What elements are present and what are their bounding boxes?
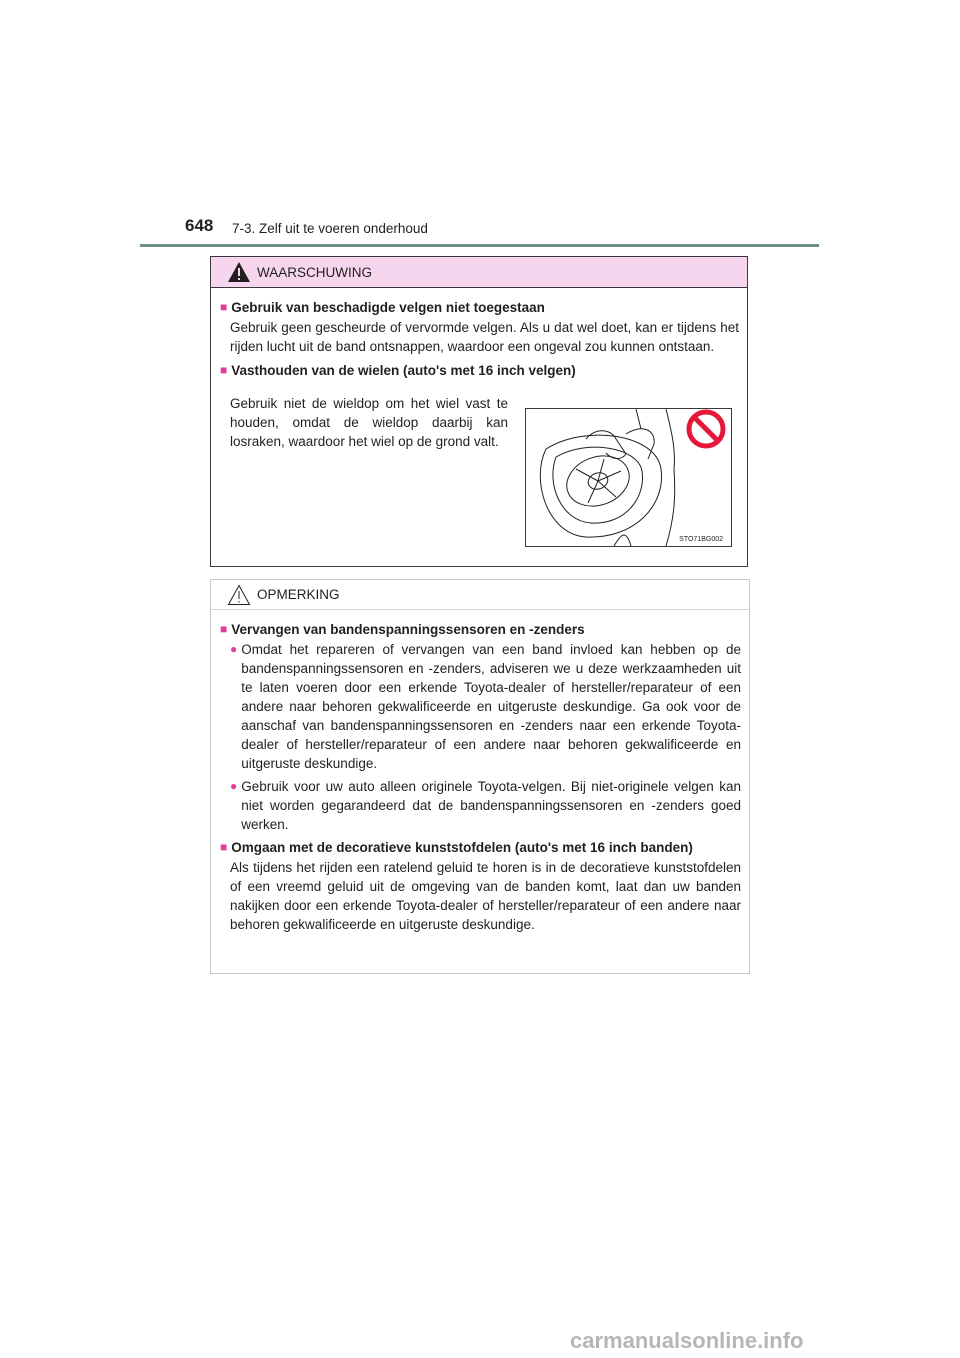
note-item-text: Als tijdens het rijden een ratelend geluid te horen is in de decoratieve kunststofdelen of een vreemd geluid uit de omgeving van de banden komt, laat dan uw banden nakijken door een erkende Toyota-dealer of hersteller/reparateur of een andere naar behoren gekwalificeerde en uitgeruste deskundige. — [230, 860, 741, 932]
warning-item-title: ■ Vasthouden van de wielen (auto's met 16 inch velgen) — [220, 363, 576, 378]
watermark: carmanualsonline.info — [570, 1328, 804, 1353]
section-title: 7-3. Zelf uit te voeren onderhoud — [232, 221, 428, 236]
warning-item-text: Gebruik niet de wieldop om het wiel vast te houden, omdat de wieldop daarbij kan losraken, waardoor het wiel op de grond valt. — [230, 396, 508, 449]
note-header — [211, 580, 749, 610]
wheel-drawing — [526, 409, 731, 546]
note-item-title: ■ Omgaan met de decoratieve kunststofdelen (auto's met 16 inch banden) — [220, 840, 693, 855]
warning-header — [211, 257, 747, 288]
square-bullet-icon: ■ — [220, 840, 228, 854]
caution-triangle-icon — [227, 584, 251, 606]
page-number: 648 — [185, 216, 214, 235]
figure-code: STO71BG002 — [679, 536, 723, 543]
warning-item-text: Gebruik geen gescheurde of vervormde velgen. Als u dat wel doet, kan er tijdens het rijden lucht uit de band ontsnappen, waardoor een ongeval zou kunnen ontstaan. — [230, 320, 739, 354]
warning-box — [210, 256, 748, 567]
warning-title: WAARSCHUWING — [257, 264, 372, 280]
list-item: ● Gebruik voor uw auto alleen originele Toyota-velgen. Bij niet-originele velgen kan niet worden gegarandeerd dat de bandenspanningssensoren en -zenders goed werken. — [230, 779, 741, 832]
note-content — [211, 610, 749, 934]
circle-bullet-icon: ● — [230, 642, 238, 656]
wheel-illustration — [525, 408, 732, 547]
square-bullet-icon: ■ — [220, 363, 228, 377]
circle-bullet-icon: ● — [230, 779, 238, 793]
list-item: ● Omdat het repareren of vervangen van een band invloed kan hebben op de bandenspanningssensoren en -zenders, adviseren we u deze werkzaamheden uit te laten voeren door een erkende Toyota-dealer of hersteller/reparateur of een andere naar behoren gekwalificeerde en uitgeruste deskundige. Ga ook voor de aanschaf van bandenspanningssensoren en -zenders naar een erkende Toyota-dealer of hersteller/reparateur of een andere naar behoren gekwalificeerde en uitgeruste deskundige. — [230, 642, 741, 771]
note-item-title: ■ Vervangen van bandenspanningssensoren en -zenders — [220, 622, 585, 637]
square-bullet-icon: ■ — [220, 622, 228, 636]
header-rule — [140, 244, 819, 247]
note-title: OPMERKING — [257, 587, 340, 602]
warning-triangle-icon — [227, 261, 251, 283]
warning-item-title: ■ Gebruik van beschadigde velgen niet toegestaan — [220, 300, 545, 315]
note-box — [210, 579, 750, 974]
square-bullet-icon: ■ — [220, 300, 228, 314]
